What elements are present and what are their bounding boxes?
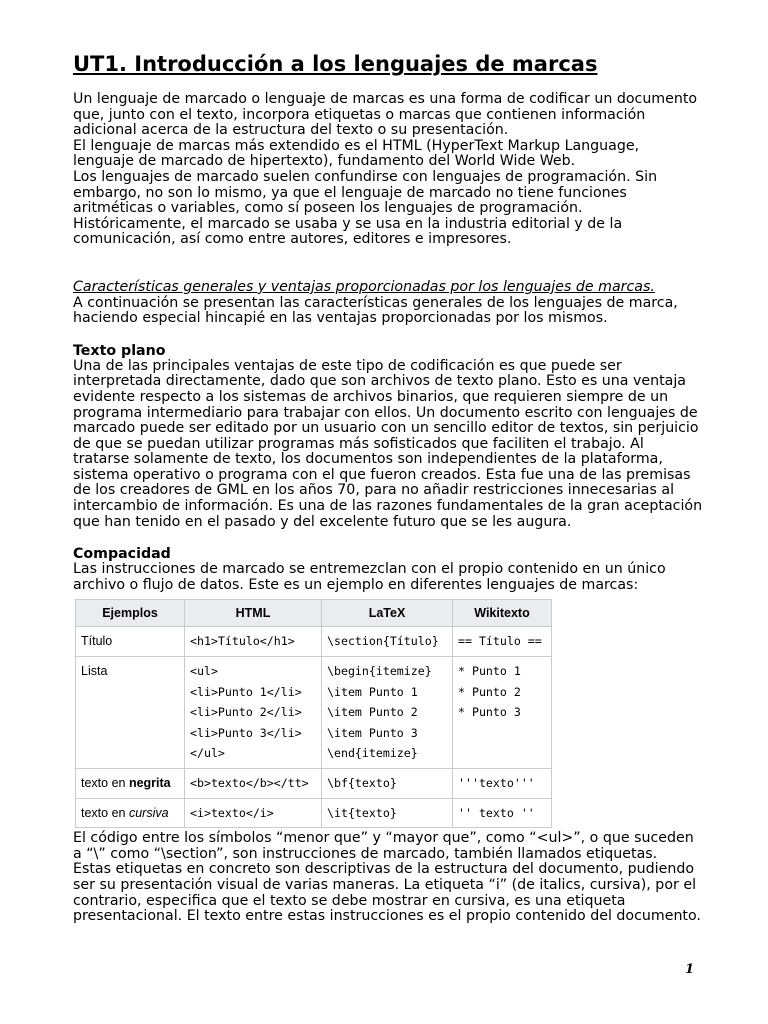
cell-latex-lista xyxy=(322,657,453,769)
code-line: * Punto 1 xyxy=(458,664,521,679)
cell-latex-titulo: \section{Título} xyxy=(322,627,453,657)
cell-html-titulo: <h1>Título</h1> xyxy=(185,627,322,657)
compacidad-body: Las instrucciones de marcado se entremezclan con el propio contenido en un único archivo o flujo de datos. Este es un ejemplo en diferentes lenguajes de marcas: xyxy=(73,561,666,593)
cell-html-negrita: <b>texto</b></tt> xyxy=(185,769,322,799)
intro-paragraph-4: Históricamente, el marcado se usaba y se usa en la industria editorial y de la comunicación, así como entre autores, editores e impresores. xyxy=(73,215,623,248)
cell-html-cursiva: <i>texto</i> xyxy=(185,798,322,828)
cell-wiki-negrita: '''texto''' xyxy=(453,769,552,799)
header-html: HTML xyxy=(185,600,322,627)
label-prefix: texto en xyxy=(81,776,129,790)
section-title-link[interactable]: Características generales y ventajas proporcionadas por los lenguajes de marcas. xyxy=(73,278,655,295)
code-line: * Punto 2 xyxy=(458,684,521,699)
spacer xyxy=(73,248,703,280)
heading-texto-plano: Texto plano xyxy=(73,342,166,359)
row-label-lista: Lista xyxy=(76,657,185,769)
table-row xyxy=(76,769,552,799)
cell-wiki-cursiva: '' texto '' xyxy=(453,798,552,828)
row-label-cursiva xyxy=(76,798,185,828)
code-line: <li>Punto 2</li> xyxy=(190,705,302,720)
intro-paragraph-1: Un lenguaje de marcado o lenguaje de marcas es una forma de codificar un documento que, junto con el texto, incorpora etiquetas o marcas que contienen información adicional acerca de la estructura del texto o su presentación. xyxy=(73,91,698,139)
table-row xyxy=(76,627,552,657)
code-line: \item Punto 3 xyxy=(327,725,418,740)
cell-wiki-titulo: == Título == xyxy=(453,627,552,657)
cell-html-lista xyxy=(185,657,322,769)
table-row xyxy=(76,798,552,828)
spacer xyxy=(73,530,703,546)
page-number: 1 xyxy=(685,962,695,977)
code-line: <ul> xyxy=(190,664,218,679)
table-row xyxy=(76,657,552,769)
markup-examples-table xyxy=(75,599,552,828)
row-label-titulo: Título xyxy=(76,627,185,657)
page-title: UT1. Introducción a los lenguajes de marcas xyxy=(73,52,598,76)
code-line: <li>Punto 3</li> xyxy=(190,725,302,740)
cell-wiki-lista xyxy=(453,657,552,769)
document-page xyxy=(73,50,703,925)
label-emphasis: negrita xyxy=(128,776,171,790)
header-wikitexto: Wikitexto xyxy=(453,600,552,627)
code-line: \end{itemize} xyxy=(327,746,418,761)
label-prefix: texto en xyxy=(81,805,129,820)
code-line: \item Punto 1 xyxy=(327,684,418,699)
intro-paragraph-2: El lenguaje de marcas más extendido es el HTML (HyperText Markup Language, lenguaje de marcado de hipertexto), fundamento del World Wide Web. xyxy=(73,137,640,170)
heading-compacidad: Compacidad xyxy=(73,546,171,563)
code-line: * Punto 3 xyxy=(458,705,521,720)
code-line: </ul> xyxy=(190,746,225,761)
texto-plano-body: Una de las principales ventajas de este tipo de codificación es que puede ser interpretada directamente, dado que son archivos de texto plano. Esto es una ventaja evidente respecto a los sistemas de archivos binarios, que requieren siempre de un programa intermediario para trabajar con ellos. Un documento escrito con lenguajes de marcado puede ser editado por un usuario con un sencillo editor de textos, sin perjuicio de que se puedan utilizar programas más sofisticados que faciliten el trabajo. Al tratarse solamente de texto, los documentos son independientes de la plataforma, sistema operativo o programa con el que fueron creados. Esta fue una de las premisas de los creadores de GML en los años 70, para no añadir restricciones innecesarias al intercambio de información. Es una de las razones fundamentales de la gran aceptación que han tenido en el pasado y del excelente futuro que se les augura. xyxy=(73,357,703,530)
row-label-negrita xyxy=(76,769,185,799)
cell-latex-negrita: \bf{texto} xyxy=(322,769,453,799)
closing-paragraph-2: Estas etiquetas en concreto son descriptivas de la estructura del documento, pudiendo ser su presentación visual de varias maneras. La etiqueta “i” (de italics, cursiva), por el contrario, especifica que el texto se debe mostrar en cursiva, es una etiqueta presentacional. El texto entre estas instrucciones es el propio contenido del documento. xyxy=(73,861,701,925)
section-intro: A continuación se presentan las características generales de los lenguajes de marca, haciendo especial hincapié en las ventajas proporcionadas por los mismos. xyxy=(73,294,678,327)
code-line: \begin{itemize} xyxy=(327,664,432,679)
cell-latex-cursiva: \it{texto} xyxy=(322,798,453,828)
label-emphasis: cursiva xyxy=(128,805,169,820)
table-header-row xyxy=(76,600,552,627)
header-ejemplos: Ejemplos xyxy=(76,600,185,627)
intro-paragraph-3: Los lenguajes de marcado suelen confundirse con lenguajes de programación. Sin embargo, no son lo mismo, ya que el lenguaje de marcado no tiene funciones aritméticas o variables, como sí poseen los lenguajes de programación. xyxy=(73,168,658,217)
code-line: \item Punto 2 xyxy=(327,705,418,720)
spacer xyxy=(73,327,703,343)
header-latex: LaTeX xyxy=(322,600,453,627)
closing-paragraph-1: El código entre los símbolos “menor que” y “mayor que”, como “<ul>”, o que suceden a “\” como “\section”, son instrucciones de marcado, también llamados etiquetas. xyxy=(73,830,694,862)
code-line: <li>Punto 1</li> xyxy=(190,684,302,699)
